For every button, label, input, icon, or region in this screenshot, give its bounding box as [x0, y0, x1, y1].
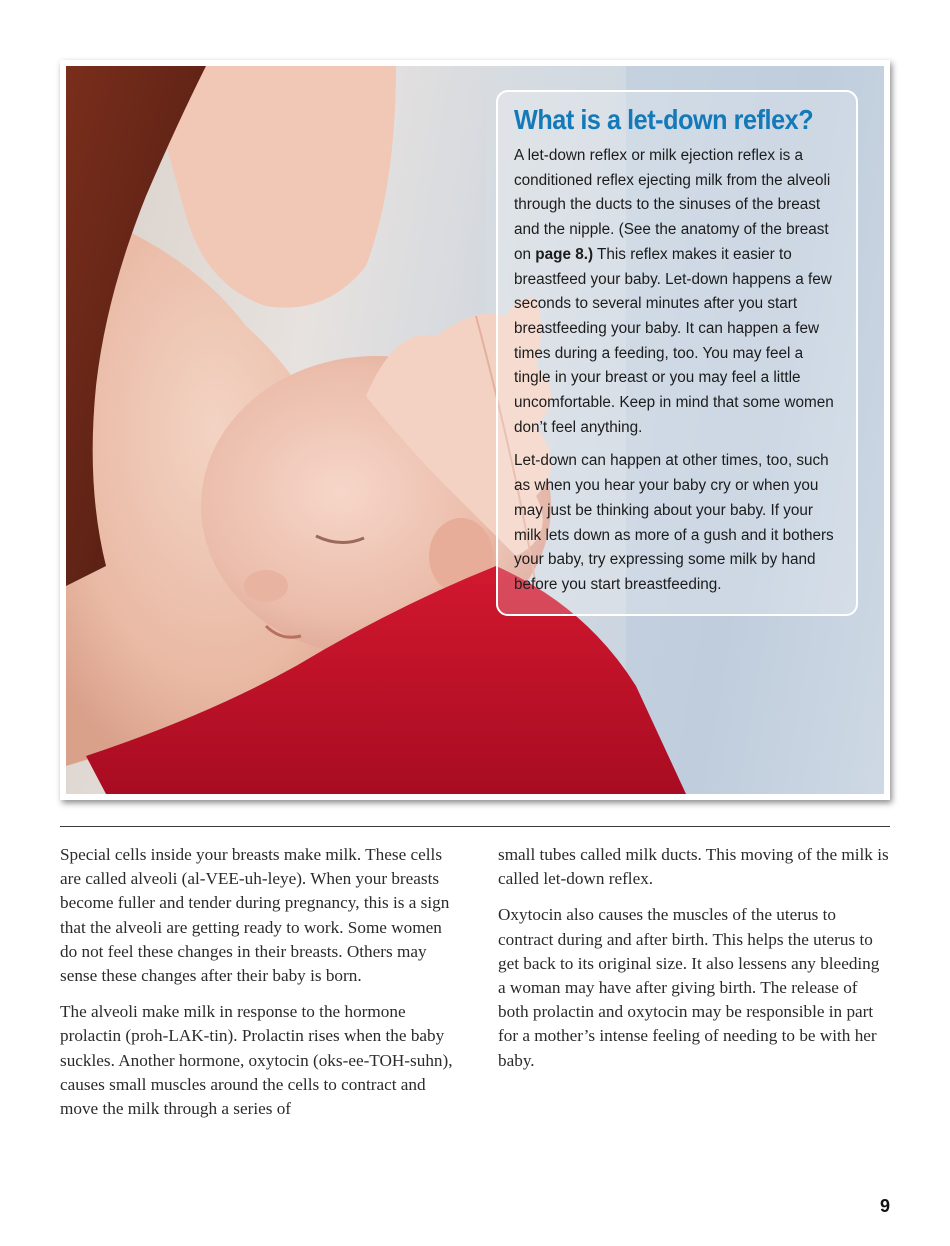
body-paragraph: Special cells inside your breasts make milk. These cells are called alveoli (al-VEE-uh-leye). When your breasts become fuller and tender during pregnancy, this is a sign that the alveoli are getting ready to work. Some women do not feel these changes in their breasts. Others may sense these changes after their baby is born. [60, 845, 450, 986]
callout-paragraph-1-end: This reflex makes it easier to breastfeed your baby. Let-down happens a few seconds to several minutes after you start breastfeeding your baby. It can happen a few times during a feeding, too. You may feel a tingle in your breast or you may feel a little uncomfortable. Keep in mind that some women don’t feel anything. [514, 245, 834, 436]
let-down-reflex-callout [496, 90, 858, 616]
body-column-right [498, 843, 890, 1085]
body-column-left [60, 843, 460, 1133]
body-paragraph: small tubes called milk ducts. This moving of the milk is called let-down reflex. [498, 845, 889, 889]
section-divider [60, 826, 890, 827]
callout-paragraph-1-start: A let-down reflex or milk ejection reflex is a conditioned reflex ejecting milk from the alveoli through the ducts to the sinuses of the breast and the nipple. (See the anatomy of the breast on [514, 147, 831, 263]
page-number: 9 [879, 1196, 890, 1216]
body-paragraph: The alveoli make milk in response to the hormone prolactin (proh-LAK-tin). Prolactin rises when the baby suckles. Another hormone, oxytocin (oks-ee-TOH-suhn), causes small muscles around the cells to contract and move the milk through a series of [60, 1002, 453, 1119]
body-paragraph: Oxytocin also causes the muscles of the uterus to contract during and after birth. This helps the uterus to get back to its original size. It also lessens any bleeding a woman may have after giving birth. The release of both prolactin and oxytocin may be responsible in part for a mother’s intense feeling of needing to be with her baby. [498, 905, 880, 1070]
callout-title: What is a let-down reflex? [514, 104, 814, 135]
page-reference-link: page 8.) [535, 245, 594, 263]
callout-paragraph-2: Let-down can happen at other times, too, such as when you hear your baby cry or when you may just be thinking about your baby. If your milk lets down as more of a gush and it bothers your baby, try expressing some milk by hand before you start breastfeeding. [514, 452, 834, 593]
callout-paragraph-1 [514, 144, 842, 440]
